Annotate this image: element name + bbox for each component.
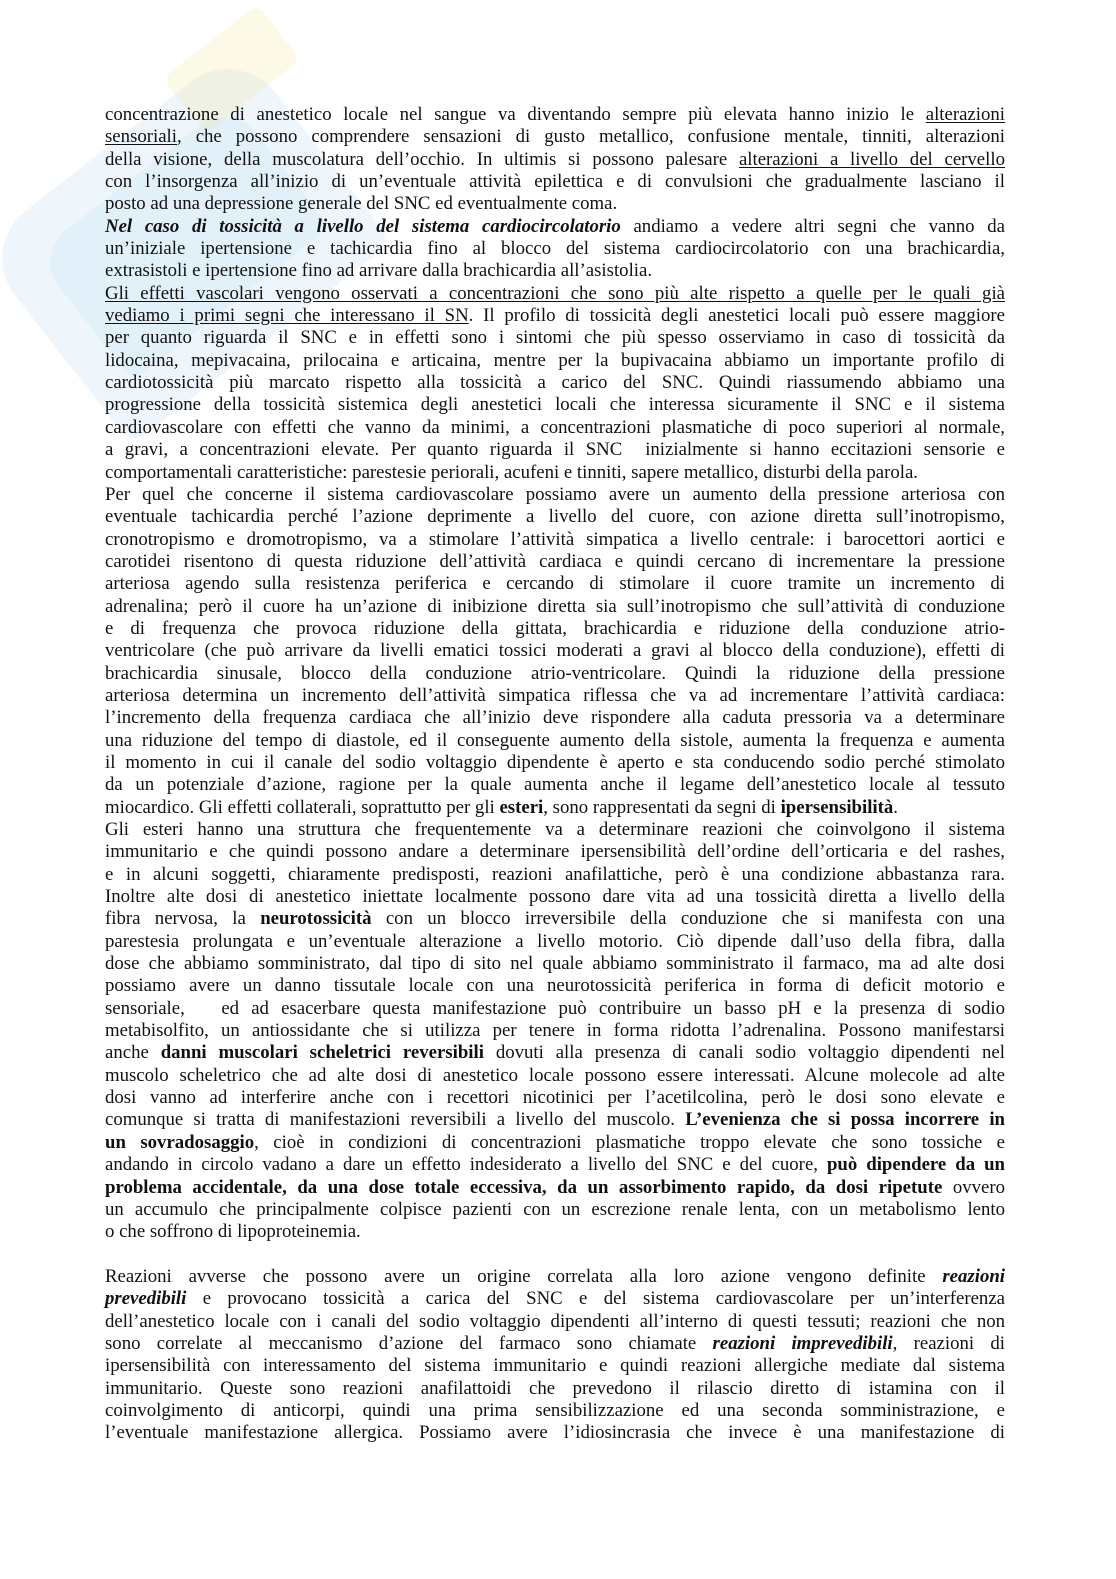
text-line [105, 1378, 1005, 1400]
text-line [105, 1221, 1005, 1243]
bold-italic-text: Nel caso di tossicità a livello del sistema cardiocircolatorio [105, 215, 621, 237]
text-segment: eventuale tachicardia perché l’azione deprimente a livello del cuore, con azione diretta sull’inotropismo, [105, 506, 1005, 528]
text-line [105, 439, 1005, 461]
text-line [105, 573, 1005, 595]
text-segment: o che soffrono di lipoproteinemia. [105, 1221, 361, 1243]
text-line [105, 1154, 1005, 1176]
paragraph [105, 216, 1005, 283]
text-segment: un’iniziale ipertensione e tachicardia fino al blocco del sistema cardiocircolatorio con una brachicardia, [105, 238, 1005, 260]
paragraph [105, 104, 1005, 216]
text-segment: ipersensibilità con interessamento del sistema immunitario e quindi reazioni allergiche mediate dal sistema [105, 1355, 1005, 1377]
text-line [105, 864, 1005, 886]
text-segment: fibra nervosa, la [105, 908, 261, 930]
text-line [105, 149, 1005, 171]
text-line [105, 394, 1005, 416]
bold-text: L’evenienza che si possa incorrere in [685, 1109, 1006, 1131]
text-segment: , reazioni di [892, 1332, 1005, 1354]
text-segment: anche [105, 1042, 161, 1064]
bold-italic-text: reazioni [942, 1265, 1005, 1287]
text-line [105, 126, 1005, 148]
text-segment: l’eventuale manifestazione allergica. Possiamo avere l’idiosincrasia che invece è una manifestazione di [105, 1422, 1005, 1444]
text-segment: dosi vanno ad interferire anche con i recettori nicotinici per l’acetilcolina, però le dosi sono elevate e [105, 1087, 1005, 1109]
text-segment: andando in circolo vadano a dare un effetto indesiderato a livello del SNC e del cuore, [105, 1154, 827, 1176]
text-line [105, 640, 1005, 662]
text-segment: arteriosa determina un incremento dell’attività simpatica riflessa che va ad incrementare l’attività cardiaca: [105, 684, 1005, 706]
text-segment: coinvolgimento di anticorpi, quindi una prima sensibilizzazione ed una seconda somministrazione, e [105, 1399, 1005, 1421]
text-line [105, 1422, 1005, 1444]
text-line [105, 663, 1005, 685]
underlined-text: sensoriali [105, 126, 177, 148]
text-segment: posto ad una depressione generale del SNC ed eventualmente coma. [105, 193, 618, 215]
text-line [105, 1109, 1005, 1131]
text-segment: parestesia prolungata e un’eventuale alterazione a livello motorio. Ciò dipende dall’uso della fibra, dalla [105, 930, 1005, 952]
text-line [105, 730, 1005, 752]
text-line [105, 1333, 1005, 1355]
text-line [105, 707, 1005, 729]
text-line [105, 975, 1005, 997]
text-segment: una riduzione del tempo di diastole, ed il conseguente aumento della sistole, aumenta la frequenza e aumenta [105, 729, 1005, 751]
text-line [105, 484, 1005, 506]
text-segment: da un potenziale d’azione, ragione per la quale aumenta anche il legame dell’anestetico locale al tessuto [105, 774, 1005, 796]
underlined-text: vediamo i primi segni che interessano il SN [105, 305, 469, 327]
underlined-text: Gli effetti vascolari vengono osservati a concentrazioni che sono più alte rispetto a quelle per le quali già [105, 282, 1005, 304]
text-segment: arteriosa agendo sulla resistenza periferica e cercando di stimolare il cuore tramite un incremento di [105, 573, 1005, 595]
text-segment: con un blocco irreversibile della conduzione che si manifesta con una [371, 908, 1005, 930]
text-line [105, 618, 1005, 640]
text-line [105, 1266, 1005, 1288]
text-line [105, 1355, 1005, 1377]
text-segment: , sono rappresentati da segni di [543, 796, 781, 818]
text-line [105, 1042, 1005, 1064]
text-line [105, 462, 1005, 484]
text-line [105, 886, 1005, 908]
text-line [105, 1311, 1005, 1333]
text-line [105, 506, 1005, 528]
bold-text: problema accidentale, da una dose totale eccessiva, da un assorbimento rapido, da dosi ripetute [105, 1176, 943, 1198]
text-line [105, 774, 1005, 796]
text-segment: , cioè in condizioni di concentrazioni plasmatiche troppo elevate che sono tossiche e [254, 1131, 1006, 1153]
text-line [105, 1087, 1005, 1109]
text-line [105, 797, 1005, 819]
text-segment: muscolo scheletrico che ad alte dosi di anestetico locale possono essere interessati. Alcune molecole ad alte [105, 1064, 1005, 1086]
text-line [105, 1020, 1005, 1042]
text-line [105, 417, 1005, 439]
text-segment: Reazioni avverse che possono avere un origine correlata alla loro azione vengono definite [105, 1265, 943, 1287]
text-segment: metabisolfito, un antiossidante che si utilizza per tenere in forma ridotta l’adrenalina. Possono manifestarsi [105, 1020, 1005, 1042]
text-line [105, 238, 1005, 260]
text-line [105, 171, 1005, 193]
text-line [105, 372, 1005, 394]
text-line [105, 685, 1005, 707]
text-line [105, 841, 1005, 863]
text-segment: immunitario e che quindi possono andare a determinare ipersensibilità dell’ordine dell’orticaria e del rashes, [105, 841, 1005, 863]
text-line [105, 350, 1005, 372]
text-segment: cardiotossicità più marcato rispetto alla tossicità a carico del SNC. Quindi riassumendo abbiamo una [105, 372, 1005, 394]
text-line [105, 1400, 1005, 1422]
text-line [105, 260, 1005, 282]
text-segment: , che possono comprendere sensazioni di gusto metallico, confusione mentale, tinniti, alterazioni [176, 126, 1005, 148]
text-segment: miocardico. Gli effetti collaterali, soprattutto per gli [105, 796, 500, 818]
text-line [105, 216, 1005, 238]
bold-text: neurotossicità [260, 908, 372, 930]
text-segment: e di frequenza che provoca riduzione della gittata, brachicardia e riduzione della conduzione atrio- [105, 617, 1005, 639]
text-segment: a gravi, a concentrazioni elevate. Per quanto riguarda il SNC inizialmente si hanno eccitazioni sensorie e [105, 439, 1005, 461]
text-line [105, 104, 1005, 126]
text-segment: con l’insorgenza all’inizio di un’eventuale attività epilettica e di convulsioni che gradualmente lasciano il [105, 171, 1005, 193]
bold-text: danni muscolari scheletrici reversibili [160, 1042, 484, 1064]
body-text [105, 104, 1005, 1445]
text-segment: e provocano tossicità a carica del SNC e del sistema cardiovascolare per un’interferenza [186, 1288, 1005, 1310]
text-segment: l’incremento della frequenza cardiaca che all’inizio deve rispondere alla caduta pressoria va a determinare [105, 707, 1005, 729]
text-line [105, 819, 1005, 841]
text-line [105, 752, 1005, 774]
text-line [105, 1065, 1005, 1087]
text-segment: immunitario. Queste sono reazioni anafilattoidi che prevedono il rilascio diretto di istamina con il [105, 1377, 1005, 1399]
text-segment: progressione della tossicità sistemica degli anestetici locali che interessa sicuramente il SNC e il sistema [105, 394, 1005, 416]
text-segment: extrasistoli e ipertensione fino ad arrivare dalla brachicardia all’asistolia. [105, 260, 653, 282]
underlined-text: alterazioni a livello del cervello [738, 148, 1005, 170]
text-segment: Inoltre alte dosi di anestetico iniettate localmente possono dare vita ad una tossicità diretta a livello della [105, 886, 1005, 908]
bold-text: ipersensibilità [780, 796, 894, 818]
text-segment: concentrazione di anestetico locale nel sangue va diventando sempre più elevata hanno inizio le [105, 104, 926, 125]
text-line [105, 998, 1005, 1020]
bold-italic-text: prevedibili [105, 1288, 187, 1310]
text-line [105, 1132, 1005, 1154]
text-segment: un accumulo che principalmente colpisce pazienti con un escrezione renale lenta, con un metabolismo lento [105, 1198, 1005, 1220]
text-line [105, 305, 1005, 327]
paragraph [105, 819, 1005, 1244]
text-segment: adrenalina; però il cuore ha un’azione di inibizione diretta sia sull’inotropismo che sull’attività di conduzione [105, 595, 1005, 617]
text-segment: sono correlate al meccanismo d’azione del farmaco sono chiamate [105, 1332, 713, 1354]
bold-italic-text: reazioni imprevedibili [712, 1332, 893, 1354]
text-segment: Per quel che concerne il sistema cardiovascolare possiamo avere un aumento della pressione arteriosa con [105, 483, 1005, 505]
text-segment: lidocaina, mepivacaina, prilocaina e articaina, mentre per la bupivacaina abbiamo un importante profilo di [105, 349, 1005, 371]
text-segment: e in alcuni soggetti, chiaramente predisposti, reazioni anafilattiche, però è una condizione abbastanza rara. [105, 863, 1005, 885]
text-segment: comportamentali caratteristiche: parestesie periorali, acufeni e tinniti, sapere metallico, disturbi della parola. [105, 461, 918, 483]
text-segment: dell’anestetico locale con i canali del sodio voltaggio dipendenti all’interno di questi tessuti; reazioni che non [105, 1310, 1005, 1332]
text-segment: per quanto riguarda il SNC e in effetti sono i sintomi che più spesso osserviamo in caso di tossicità da [105, 327, 1005, 349]
text-line [105, 953, 1005, 975]
text-line [105, 908, 1005, 930]
text-segment: ventricolare (che può arrivare da livelli ematici tossici moderati a gravi al blocco della conduzione), effetti di [105, 640, 1005, 662]
text-line [105, 283, 1005, 305]
text-line [105, 1199, 1005, 1221]
text-line [105, 193, 1005, 215]
text-segment: cardiovascolare con effetti che vanno da minimi, a concentrazioni plasmatiche di poco superiori al normale, [105, 416, 1005, 438]
text-segment: dose che abbiamo somministrato, dal tipo di sito nel quale abbiamo somministrato il farmaco, ma ad alte dosi [105, 953, 1005, 975]
paragraph [105, 484, 1005, 819]
text-line [105, 327, 1005, 349]
bold-text: un sovradosaggio [105, 1131, 255, 1153]
text-segment: comunque si tratta di manifestazioni reversibili a livello del muscolo. [105, 1109, 686, 1131]
text-segment: sensoriale, ed ad esacerbare questa manifestazione può contribuire un basso pH e la presenza di sodio [105, 997, 1005, 1019]
text-line [105, 551, 1005, 573]
text-segment: possiamo avere un danno tissutale locale con una neurotossicità periferica in forma di deficit motorio e [105, 975, 1005, 997]
text-line [105, 596, 1005, 618]
text-segment: cronotropismo e dromotropismo, va a stimolare l’attività simpatica a livello centrale: i barocettori aortici e [105, 528, 1005, 550]
text-segment: dovuti alla presenza di canali sodio voltaggio dipendenti nel [483, 1042, 1005, 1064]
text-segment: della visione, della muscolatura dell’occhio. In ultimis si possono palesare [105, 148, 739, 170]
text-line [105, 1177, 1005, 1199]
text-segment: . [893, 796, 898, 818]
text-line [105, 1288, 1005, 1310]
paragraph [105, 1266, 1005, 1445]
text-segment: Gli esteri hanno una struttura che frequentemente va a determinare reazioni che coinvolgono il sistema [105, 819, 1005, 840]
bold-text: esteri [499, 796, 544, 818]
text-line [105, 931, 1005, 953]
text-segment: brachicardia sinusale, blocco della conduzione atrio-ventricolare. Quindi la riduzione della pressione [105, 662, 1005, 684]
underlined-text: alterazioni [925, 104, 1005, 125]
text-segment: andiamo a vedere altri segni che vanno da [620, 215, 1005, 237]
text-segment: il momento in cui il canale del sodio voltaggio dipendente è aperto e sta conducendo sodio perché stimolato [105, 751, 1005, 773]
bold-text: può dipendere da un [826, 1154, 1005, 1176]
text-line [105, 529, 1005, 551]
text-segment: ovvero [942, 1176, 1005, 1198]
paragraph [105, 283, 1005, 484]
text-segment: carotidei risentono di questa riduzione dell’attività cardiaca e quindi cercano di incrementare la pressione [105, 550, 1005, 572]
text-segment: . Il profilo di tossicità degli anestetici locali può essere maggiore [468, 305, 1005, 327]
